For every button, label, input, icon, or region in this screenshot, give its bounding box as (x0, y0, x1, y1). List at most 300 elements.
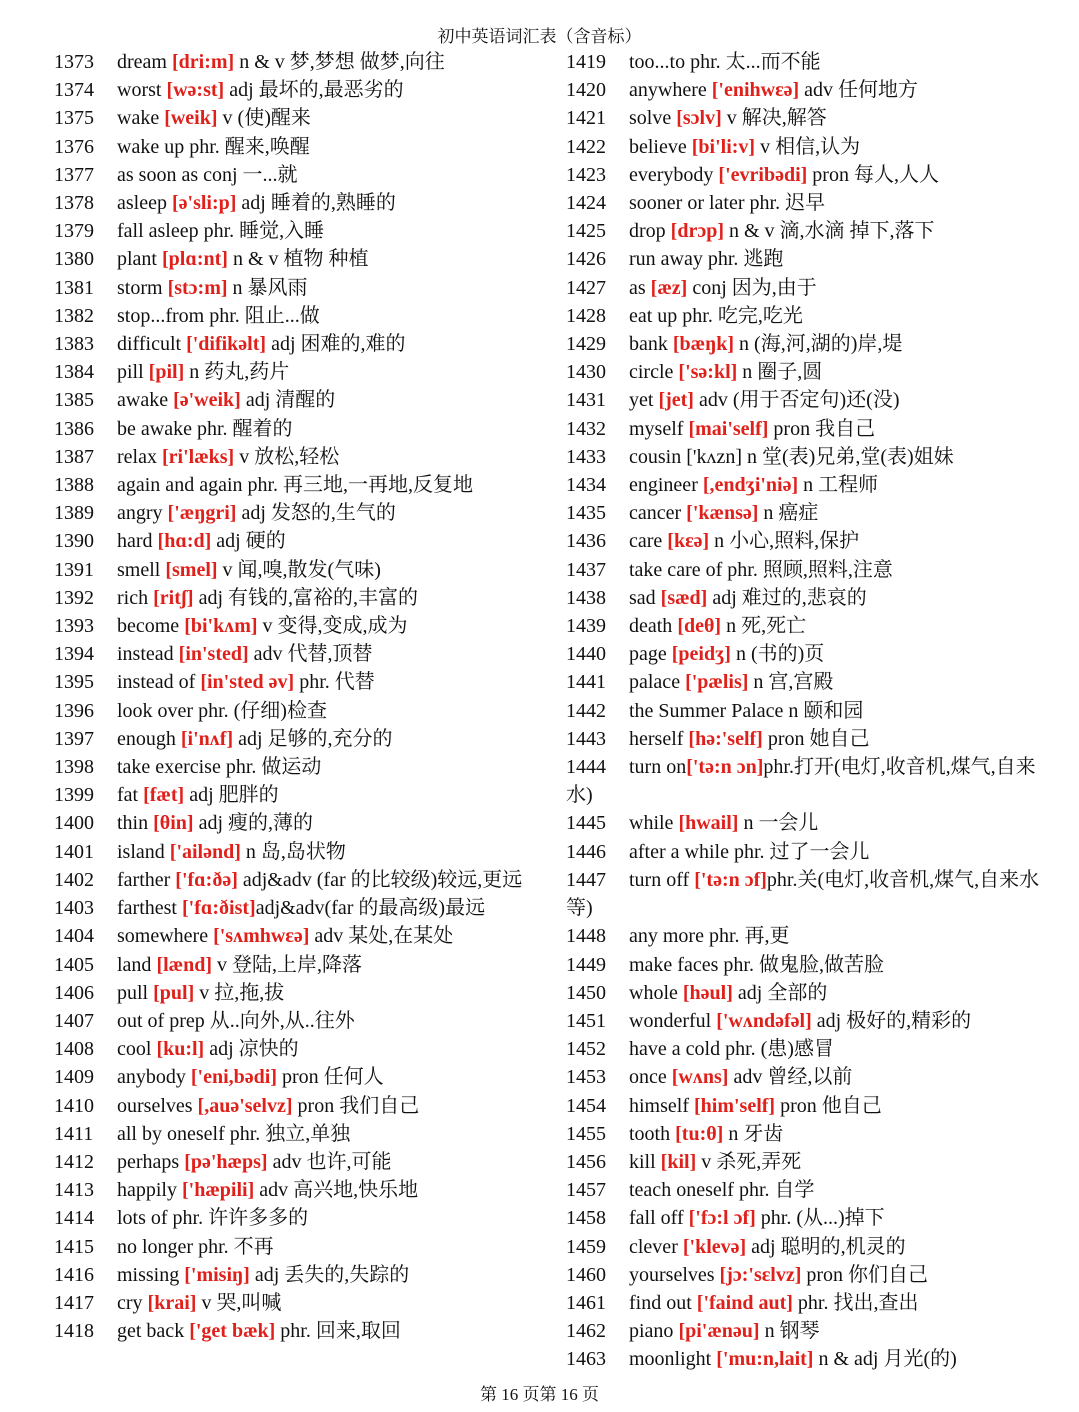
entry-word: palace (629, 671, 686, 694)
entry-word: fall off (629, 1207, 689, 1230)
entry-phonetic: [pul] (153, 981, 195, 1004)
entry-definition: adj 最坏的,最恶劣的 (224, 79, 404, 102)
entry-definition: n 癌症 (758, 502, 819, 525)
vocab-entry (54, 48, 534, 76)
entry-definition: adj 肥胖的 (184, 784, 279, 807)
entry-word: after a while phr. 过了一会儿 (629, 840, 870, 863)
entry-number: 1385 (54, 389, 94, 412)
entry-word: page (629, 643, 672, 666)
vocab-entry (566, 640, 1046, 668)
entry-number: 1426 (566, 248, 606, 271)
entry-phonetic: [mai'self] (688, 417, 769, 440)
entry-phonetic: [drɔp] (670, 220, 724, 243)
entry-number: 1416 (54, 1263, 94, 1286)
entry-number: 1440 (566, 643, 606, 666)
entry-word: farthest (117, 897, 182, 920)
vocab-entry (566, 471, 1046, 499)
vocab-entry (54, 499, 534, 527)
entry-word: engineer (629, 474, 703, 497)
entry-phonetic: [pi'ænəu] (678, 1320, 760, 1343)
entry-definition: adv 代替,顶替 (248, 643, 373, 666)
entry-word: teach oneself phr. 自学 (629, 1179, 815, 1202)
entry-definition: adj 足够的,充分的 (233, 727, 393, 750)
vocab-entry (54, 302, 534, 330)
entry-word: be awake phr. 醒着的 (117, 417, 293, 440)
entry-number: 1460 (566, 1263, 606, 1286)
vocab-entry (54, 584, 534, 612)
entry-definition: adj 难过的,悲哀的 (707, 586, 867, 609)
entry-phonetic: [weik] (164, 107, 218, 130)
entry-word: sad (629, 586, 661, 609)
entry-word: hard (117, 530, 158, 553)
entry-word: while (629, 812, 679, 835)
entry-word: get back (117, 1320, 190, 1343)
entry-word: pill (117, 361, 149, 384)
entry-definition: adv (用于否定句)还(没) (693, 389, 900, 412)
entry-number: 1449 (566, 953, 606, 976)
entry-number: 1448 (566, 925, 606, 948)
entry-number: 1379 (54, 220, 94, 243)
entry-word: dream (117, 51, 172, 73)
entry-number: 1406 (54, 981, 94, 1004)
entry-definition: adj&adv (far 的比较级)较远,更远 (237, 868, 523, 891)
entry-number: 1432 (566, 417, 606, 440)
entry-word: have a cold phr. (患)感冒 (629, 1038, 834, 1061)
vocab-entry (566, 217, 1046, 245)
entry-number: 1401 (54, 840, 94, 863)
vocab-entry (566, 499, 1046, 527)
vocab-entry (54, 809, 534, 837)
entry-number: 1398 (54, 756, 94, 779)
entry-definition: n 死,死亡 (721, 615, 807, 638)
entry-number: 1395 (54, 671, 94, 694)
entry-phonetic: ['fɑ:ðə] (175, 868, 238, 891)
entry-number: 1393 (54, 615, 94, 638)
vocab-entry (566, 1120, 1046, 1148)
entry-number: 1459 (566, 1235, 606, 1258)
entry-number: 1456 (566, 1150, 606, 1173)
entry-phonetic: ['mu:n,lait] (716, 1348, 814, 1371)
entry-definition: v 变得,变成,成为 (257, 615, 408, 638)
entry-number: 1453 (566, 1066, 606, 1089)
entry-phonetic: [bæŋk] (672, 333, 735, 356)
vocab-entry (54, 1289, 534, 1317)
entry-phonetic: [ritʃ] (153, 586, 194, 609)
vocab-entry (54, 894, 534, 922)
entry-phonetic: [fæt] (143, 784, 185, 807)
vocab-entry (54, 76, 534, 104)
entry-phonetic: [bi'kʌm] (184, 615, 258, 638)
entry-word: awake (117, 389, 174, 412)
vocab-entry (54, 1092, 534, 1120)
vocab-entry (54, 274, 534, 302)
entry-phonetic: [ku:l] (156, 1038, 205, 1061)
entry-number: 1378 (54, 192, 94, 215)
entry-number: 1373 (54, 51, 94, 73)
entry-definition: n & v 滴,水滴 掉下,落下 (724, 220, 935, 243)
entry-phonetic: [pə'hæps] (184, 1150, 268, 1173)
entry-definition: pron 他自己 (775, 1094, 882, 1117)
vocab-entry (566, 612, 1046, 640)
entry-word: missing (117, 1263, 185, 1286)
entry-phonetic: [i'nʌf] (180, 727, 234, 750)
entry-word: island (117, 840, 170, 863)
entry-word: cry (117, 1291, 148, 1314)
entry-word: drop (629, 220, 671, 243)
entry-number: 1389 (54, 502, 94, 525)
entry-number: 1446 (566, 840, 606, 863)
vocab-entry (566, 245, 1046, 273)
vocab-entry (566, 527, 1046, 555)
entry-word: whole (629, 981, 683, 1004)
entry-word: fat (117, 784, 144, 807)
entry-number: 1454 (566, 1094, 606, 1117)
entry-word: all by oneself phr. 独立,单独 (117, 1122, 351, 1145)
entry-word: himself (629, 1094, 694, 1117)
entry-phonetic: [smel] (165, 558, 218, 581)
entry-number: 1384 (54, 361, 94, 384)
entry-phonetic: [ə'weik] (173, 389, 241, 412)
entry-phonetic: [sɔlv] (676, 107, 722, 130)
entry-word: pull (117, 981, 154, 1004)
entry-number: 1392 (54, 586, 94, 609)
entry-number: 1382 (54, 304, 94, 327)
entry-number: 1405 (54, 953, 94, 976)
entry-definition: n 钢琴 (759, 1320, 820, 1343)
entry-number: 1445 (566, 812, 606, 835)
entry-word: sooner or later phr. 迟早 (629, 192, 826, 215)
entry-definition: adj 睡着的,熟睡的 (236, 192, 396, 215)
vocab-entry (566, 1345, 1046, 1373)
vocab-entry (566, 809, 1046, 837)
entry-number: 1427 (566, 276, 606, 299)
entry-definition: adj 极好的,精彩的 (811, 1009, 972, 1032)
vocab-entry (54, 386, 534, 414)
entry-definition: n 小心,照料,保护 (709, 530, 860, 553)
right-column (566, 48, 1046, 1374)
vocab-entry (566, 1007, 1046, 1035)
entry-phonetic: ['eni,bədi] (190, 1066, 278, 1089)
entry-number: 1462 (566, 1320, 606, 1343)
entry-phonetic: [jɔ:'sɛlvz] (719, 1263, 802, 1286)
entry-number: 1397 (54, 727, 94, 750)
entry-word: myself (629, 417, 689, 440)
entry-phonetic: ['hæpili] (182, 1179, 255, 1202)
entry-number: 1431 (566, 389, 606, 412)
entry-phonetic: [hə:'self] (688, 727, 763, 750)
vocab-entry (566, 302, 1046, 330)
entry-number: 1377 (54, 163, 94, 186)
vocab-entry (566, 866, 1046, 922)
entry-number: 1423 (566, 163, 606, 186)
entry-number: 1418 (54, 1320, 94, 1343)
entry-word: happily (117, 1179, 182, 1202)
entry-word: care (629, 530, 668, 553)
entry-phonetic: [deθ] (677, 615, 722, 638)
entry-word: herself (629, 727, 689, 750)
vocab-entry (566, 1035, 1046, 1063)
vocab-entry (54, 640, 534, 668)
vocab-entry (54, 330, 534, 358)
entry-definition: v 解决,解答 (721, 107, 827, 130)
vocab-entry (54, 753, 534, 781)
entry-word: angry (117, 502, 168, 525)
vocab-entry (54, 104, 534, 132)
entry-number: 1383 (54, 333, 94, 356)
entry-word: fall asleep phr. 睡觉,入睡 (117, 220, 325, 243)
entry-definition: adv 某处,在某处 (309, 925, 454, 948)
entry-definition: adj&adv(far 的最高级)最远 (255, 897, 486, 920)
vocab-entry (54, 1007, 534, 1035)
vocab-entry (566, 725, 1046, 753)
vocab-entry (54, 527, 534, 555)
entry-phonetic: ['æŋgri] (167, 502, 237, 525)
entry-phonetic: ['wʌndəfəl] (716, 1009, 812, 1032)
entry-word: too...to phr. 太...而不能 (629, 51, 821, 73)
entry-phonetic: ['kænsə] (686, 502, 759, 525)
entry-word: as (629, 276, 651, 299)
entry-definition: adv 任何地方 (799, 79, 919, 102)
entry-word: turn on (629, 756, 687, 779)
entry-phonetic: ['tə:n ɔf] (694, 868, 767, 891)
entry-phonetic: [him'self] (694, 1094, 776, 1117)
entry-word: somewhere (117, 925, 214, 948)
entry-definition: pron 她自己 (762, 727, 870, 750)
entry-word: solve (629, 107, 677, 130)
entry-number: 1436 (566, 530, 606, 553)
entry-phonetic: ['pælis] (685, 671, 749, 694)
entry-definition: pron 你们自己 (801, 1263, 929, 1286)
vocab-entry (566, 1289, 1046, 1317)
vocab-entry (54, 1148, 534, 1176)
entry-number: 1429 (566, 333, 606, 356)
entry-phonetic: [,auə'selvz] (197, 1094, 293, 1117)
entry-word: cool (117, 1038, 157, 1061)
entry-word: instead (117, 643, 179, 666)
vocab-entry (566, 161, 1046, 189)
entry-number: 1375 (54, 107, 94, 130)
entry-word: find out (629, 1291, 697, 1314)
entry-phonetic: [dri:m] (171, 51, 235, 73)
entry-word: anywhere (629, 79, 712, 102)
vocab-entry (566, 979, 1046, 1007)
entry-word: plant (117, 248, 162, 271)
entry-word: the Summer Palace n 颐和园 (629, 699, 864, 722)
entry-number: 1396 (54, 699, 94, 722)
entry-number: 1461 (566, 1291, 606, 1314)
vocab-entry (566, 443, 1046, 471)
entry-number: 1402 (54, 868, 94, 891)
entry-phonetic: [wʌns] (671, 1066, 729, 1089)
entry-definition: v 闻,嗅,散发(气味) (217, 558, 381, 581)
entry-word: wake up phr. 醒来,唤醒 (117, 135, 310, 158)
entry-definition: v 放松,轻松 (234, 445, 340, 468)
entry-number: 1443 (566, 727, 606, 750)
entry-word: wake (117, 107, 165, 130)
vocab-entry (566, 922, 1046, 950)
entry-number: 1386 (54, 417, 94, 440)
entry-phonetic: [wə:st] (166, 79, 225, 102)
entry-definition: n 工程师 (798, 474, 879, 497)
vocab-entry (54, 922, 534, 950)
entry-phonetic: [peidʒ] (671, 643, 731, 666)
entry-number: 1458 (566, 1207, 606, 1230)
entry-word: circle (629, 361, 679, 384)
entry-word: perhaps (117, 1150, 185, 1173)
entry-number: 1412 (54, 1150, 94, 1173)
entry-definition: v 杀死,弄死 (696, 1150, 802, 1173)
entry-phonetic: [krai] (147, 1291, 197, 1314)
entry-phonetic: [in'sted] (178, 643, 249, 666)
entry-number: 1409 (54, 1066, 94, 1089)
entry-definition: v 哭,叫喊 (196, 1291, 282, 1314)
entry-number: 1408 (54, 1038, 94, 1061)
vocab-entry (54, 245, 534, 273)
vocab-entry (566, 838, 1046, 866)
vocab-entry (566, 753, 1046, 809)
entry-definition: adv 高兴地,快乐地 (254, 1179, 419, 1202)
entry-definition: adj 硬的 (211, 530, 286, 553)
entry-phonetic: ['misiŋ] (184, 1263, 250, 1286)
vocab-entry (54, 443, 534, 471)
entry-definition: n 宫,宫殿 (748, 671, 834, 694)
entry-definition: phr. 代替 (294, 671, 375, 694)
vocab-entry (54, 161, 534, 189)
entry-word: piano (629, 1320, 679, 1343)
entry-phonetic: [plɑ:nt] (162, 248, 228, 271)
entry-definition: adj 清醒的 (240, 389, 336, 412)
entry-number: 1441 (566, 671, 606, 694)
entry-word: rich (117, 586, 154, 609)
entry-word: farther (117, 868, 176, 891)
entry-definition: adj 凉快的 (204, 1038, 299, 1061)
entry-phonetic: [hwail] (678, 812, 739, 835)
entry-number: 1404 (54, 925, 94, 948)
entry-word: cancer (629, 502, 687, 525)
entry-word: take exercise phr. 做运动 (117, 756, 322, 779)
entry-word: make faces phr. 做鬼脸,做苦脸 (629, 953, 884, 976)
entry-number: 1399 (54, 784, 94, 807)
entry-definition: n (海,河,湖的)岸,堤 (734, 333, 903, 356)
vocab-entry (566, 274, 1046, 302)
entry-definition: v 拉,拖,拔 (194, 981, 285, 1004)
entry-phonetic: ['evribədi] (718, 163, 808, 186)
entry-number: 1444 (566, 756, 606, 779)
entry-definition: adj 发怒的,生气的 (236, 502, 396, 525)
vocab-entry (54, 1176, 534, 1204)
entry-phonetic: [æz] (650, 276, 688, 299)
entry-word: storm (117, 276, 168, 299)
entry-definition: phr. 回来,取回 (275, 1320, 401, 1343)
entry-word: thin (117, 812, 154, 835)
vocab-entry (566, 48, 1046, 76)
entry-definition: adj 丢失的,失踪的 (249, 1263, 410, 1286)
entry-definition: n 暴风雨 (227, 276, 308, 299)
vocab-entry (54, 1317, 534, 1345)
entry-word: smell (117, 558, 166, 581)
vocab-entry (54, 556, 534, 584)
entry-number: 1442 (566, 699, 606, 722)
entry-phonetic: [bi'li:v] (691, 135, 756, 158)
entry-definition: n (书的)页 (730, 643, 825, 666)
entry-phonetic: ['faind aut] (696, 1291, 793, 1314)
entry-word: no longer phr. 不再 (117, 1235, 274, 1258)
entry-number: 1434 (566, 474, 606, 497)
vocab-entry (566, 76, 1046, 104)
vocab-entry (54, 217, 534, 245)
entry-definition: adj 有钱的,富裕的,丰富的 (193, 586, 418, 609)
entry-word: yourselves (629, 1263, 720, 1286)
entry-word: as soon as conj 一...就 (117, 163, 298, 186)
entry-number: 1455 (566, 1122, 606, 1145)
entry-number: 1450 (566, 981, 606, 1004)
entry-number: 1407 (54, 1009, 94, 1032)
vocab-entry (54, 1035, 534, 1063)
entry-definition: v (使)醒来 (217, 107, 311, 130)
vocab-entry (566, 1176, 1046, 1204)
entry-number: 1413 (54, 1179, 94, 1202)
entry-number: 1415 (54, 1235, 94, 1258)
entry-number: 1457 (566, 1179, 606, 1202)
entry-definition: adv 也许,可能 (267, 1150, 392, 1173)
entry-number: 1400 (54, 812, 94, 835)
entry-phonetic: [jet] (658, 389, 694, 412)
entry-word: wonderful (629, 1009, 717, 1032)
page-title: 初中英语词汇表（含音标） (437, 27, 642, 46)
entry-number: 1394 (54, 643, 94, 666)
entry-definition: phr. 找出,查出 (792, 1291, 919, 1314)
vocab-entry (566, 1063, 1046, 1091)
entry-number: 1451 (566, 1009, 606, 1032)
entry-word: run away phr. 逃跑 (629, 248, 784, 271)
entry-word: worst (117, 79, 167, 102)
entry-word: turn off (629, 868, 695, 891)
vocab-entry (54, 1063, 534, 1091)
vocab-entry (566, 951, 1046, 979)
entry-phonetic: [kil] (660, 1150, 697, 1173)
entry-word: moonlight (629, 1348, 717, 1371)
vocab-entry (54, 358, 534, 386)
vocab-entry (54, 133, 534, 161)
entry-word: eat up phr. 吃完,吃光 (629, 304, 803, 327)
entry-word: land (117, 953, 157, 976)
vocab-entry (566, 584, 1046, 612)
entry-number: 1410 (54, 1094, 94, 1117)
entry-definition: n 岛,岛状物 (240, 840, 346, 863)
entry-phonetic: [kɛə] (667, 530, 710, 553)
entry-number: 1414 (54, 1207, 94, 1230)
entry-word: instead of (117, 671, 201, 694)
vocab-entry (566, 330, 1046, 358)
entry-phonetic: [in'sted əv] (200, 671, 295, 694)
vocab-entry (566, 133, 1046, 161)
vocab-entry (54, 668, 534, 696)
entry-word: take care of phr. 照顾,照料,注意 (629, 558, 893, 581)
entry-word: relax (117, 445, 162, 468)
entry-word: ourselves (117, 1094, 198, 1117)
entry-number: 1417 (54, 1291, 94, 1314)
entry-number: 1421 (566, 107, 606, 130)
entry-definition: adv 曾经,以前 (728, 1066, 853, 1089)
vocab-entry (54, 1233, 534, 1261)
vocab-entry (566, 1261, 1046, 1289)
entry-phonetic: [lænd] (156, 953, 213, 976)
entry-definition: pron 任何人 (277, 1066, 384, 1089)
entry-number: 1425 (566, 220, 606, 243)
entry-number: 1387 (54, 445, 94, 468)
entry-definition: pron 我自己 (768, 417, 876, 440)
entry-number: 1435 (566, 502, 606, 525)
